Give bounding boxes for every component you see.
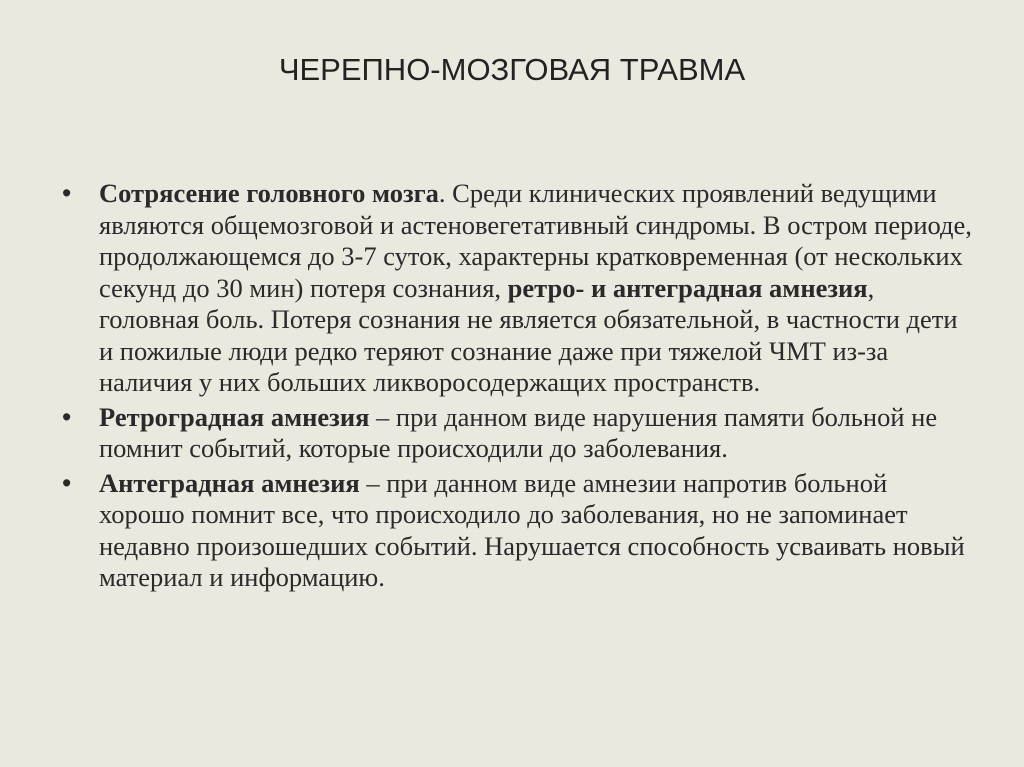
anterograde-amnesia-text: – при данном виде амнезии напротив больной хорошо помнит все, что происходило до заболевания, но не запоминает недавно произошедших событий. Нарушается способность усваивать новый материал и информацию. (99, 467, 965, 592)
bullet-icon: • (62, 467, 72, 498)
term-anterograde-amnesia: Антеградная амнезия (99, 467, 360, 498)
list-item-retrograde-amnesia (62, 402, 972, 465)
list-item-anterograde-amnesia (62, 468, 972, 594)
list-item-concussion (62, 178, 972, 399)
term-retrograde-amnesia: Ретроградная амнезия (99, 401, 370, 432)
bullet-icon: • (62, 401, 72, 432)
concussion-text-part-1: . Среди клинических проявлений ведущими являются общемозговой и астеновегетативный синдромы. В остром периоде, продолжающемся до 3-7 суток, характерны кратковременная (от нескольких секунд до 30 мин) потеря сознания, (99, 178, 972, 303)
slide-title: ЧЕРЕПНО-МОЗГОВАЯ ТРАВМА (278, 52, 746, 87)
bullet-icon: • (62, 178, 72, 208)
concussion-text-part-2: , головная боль. Потеря сознания не является обязательной, в частности дети и пожилые люди редко теряют сознание даже при тяжелой ЧМТ из-за наличия у них больших ликворосодержащих пространств. (99, 272, 958, 397)
amnesia-emphasis: ретро- и антеградная амнезия (507, 272, 868, 303)
term-concussion: Сотрясение головного мозга (99, 178, 439, 208)
bullet-list (62, 178, 972, 597)
retrograde-amnesia-text: – при данном виде нарушения памяти больной не помнит событий, которые происходили до заболевания. (99, 401, 938, 463)
